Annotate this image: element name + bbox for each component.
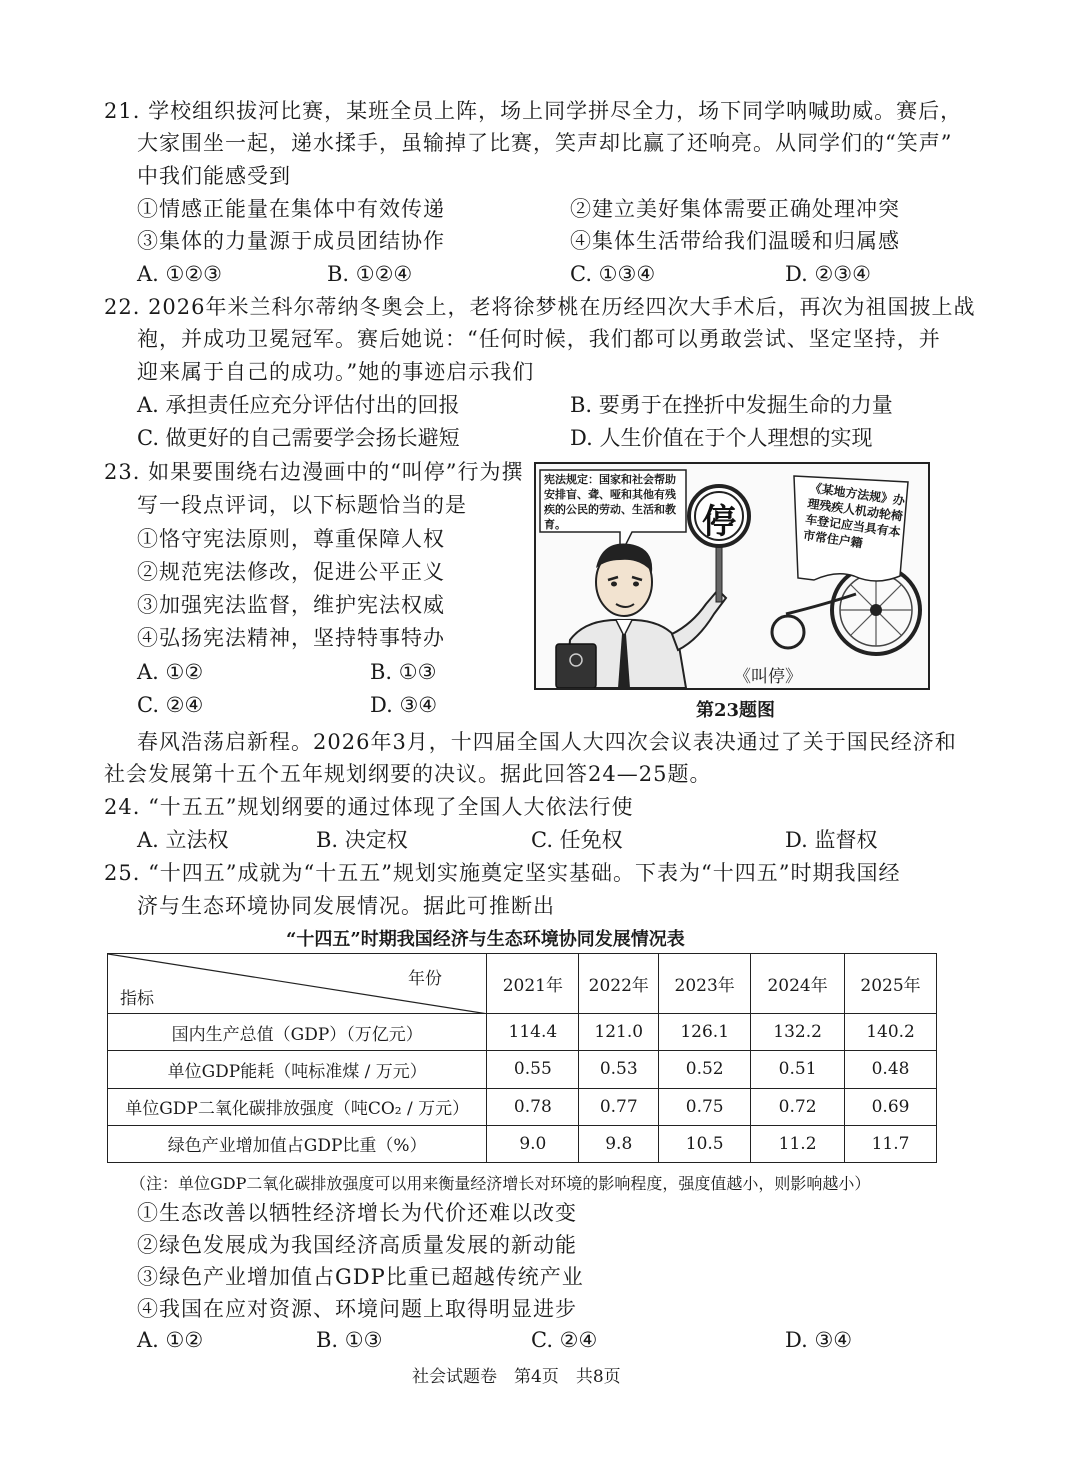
q22-stem-line-2: 袍，并成功卫冕冠军。赛后她说：“任何时候，我们都可以勇敢尝试、坚定坚持，并 — [137, 327, 941, 351]
row-label: 绿色产业增加值占GDP比重（%） — [108, 1125, 487, 1162]
cartoon-regulation-document: 《某地方法规》办理残疾人机动轮椅车登记应当具有本市常住户籍 — [802, 480, 906, 551]
q23-item-2: ②规范宪法修改，促进公平正义 — [137, 560, 445, 584]
q21-stem-line-3: 中我们能感受到 — [137, 164, 291, 188]
q22-stem-line-3: 迎来属于自己的成功。”她的事迹启示我们 — [137, 360, 535, 384]
q21-item-3: ③集体的力量源于成员团结协作 — [137, 229, 445, 253]
row-label: 单位GDP二氧化碳排放强度（吨CO₂ / 万元） — [108, 1088, 487, 1125]
q25-stem-line-2: 济与生态环境协同发展情况。据此可推断出 — [137, 894, 555, 918]
q21-stem-line-1: 21. 学校组织拔河比赛，某班全员上阵，场上同学拼尽全力，场下同学呐喊助威。赛后， — [104, 99, 963, 123]
q24-option-d: D. 监督权 — [785, 828, 878, 852]
material-line-2: 社会发展第十五个五年规划纲要的决议。据此回答24—25题。 — [104, 762, 712, 786]
q21-option-c: C. ①③④ — [570, 262, 656, 286]
table-cell: 140.2 — [845, 1014, 937, 1051]
table-row — [108, 1088, 937, 1125]
q25-item-2: ②绿色发展成为我国经济高质量发展的新动能 — [137, 1233, 577, 1257]
q25-item-4: ④我国在应对资源、环境问题上取得明显进步 — [137, 1297, 577, 1321]
cartoon-speech-bubble: 宪法规定：国家和社会帮助安排盲、聋、哑和其他有残疾的公民的劳动、生活和教育。 — [544, 473, 676, 531]
cartoon-title: 《叫停》 — [734, 667, 802, 687]
table-cell: 0.51 — [751, 1051, 845, 1088]
q22-option-d: D. 人生价值在于个人理想的实现 — [570, 426, 873, 450]
table-cell: 11.2 — [751, 1125, 845, 1162]
material-line-1: 春风浩荡启新程。2026年3月，十四届全国人大四次会议表决通过了关于国民经济和 — [137, 730, 957, 754]
year-header: 2023年 — [659, 954, 751, 1014]
q25-item-3: ③绿色产业增加值占GDP比重已超越传统产业 — [137, 1265, 584, 1289]
q23-option-d: D. ③④ — [370, 693, 438, 717]
year-header: 2024年 — [751, 954, 845, 1014]
q21-item-4: ④集体生活带给我们温暖和归属感 — [570, 229, 900, 253]
q23-stem-line-1: 23. 如果要围绕右边漫画中的“叫停”行为撰 — [104, 460, 524, 484]
q21-item-1: ①情感正能量在集体中有效传递 — [137, 197, 445, 221]
q21-option-d: D. ②③④ — [785, 262, 871, 286]
q21-item-2: ②建立美好集体需要正确处理冲突 — [570, 197, 900, 221]
table-cell: 11.7 — [845, 1125, 937, 1162]
q24-option-a: A. 立法权 — [137, 828, 229, 852]
table-cell: 0.55 — [487, 1051, 579, 1088]
table-cell: 121.0 — [579, 1014, 659, 1051]
q23-item-1: ①恪守宪法原则，尊重保障人权 — [137, 527, 445, 551]
table-corner-cell — [108, 954, 487, 1014]
table-cell: 126.1 — [659, 1014, 751, 1051]
table-cell: 0.72 — [751, 1088, 845, 1125]
q22-stem-line-1: 22. 2026年米兰科尔蒂纳冬奥会上，老将徐梦桃在历经四次大手术后，再次为祖国披上战 — [104, 295, 976, 319]
page-footer: 社会试题卷 第4页 共8页 — [412, 1367, 621, 1387]
header-indicator-label: 指标 — [120, 989, 154, 1009]
q25-stem-line-1: 25. “十四五”成就为“十五五”规划实施奠定坚实基础。下表为“十四五”时期我国经 — [104, 861, 901, 885]
q25-option-a: A. ①② — [137, 1328, 204, 1352]
stop-sign-icon: 停 — [702, 502, 736, 542]
q22-option-b: B. 要勇于在挫折中发掘生命的力量 — [570, 393, 893, 417]
table-note: （注：单位GDP二氧化碳排放强度可以用来衡量经济增长对环境的影响程度，强度值越小，则影响越小） — [130, 1174, 871, 1193]
year-header: 2021年 — [487, 954, 579, 1014]
q24-stem: 24. “十五五”规划纲要的通过体现了全国人大依法行使 — [104, 795, 634, 819]
table-row — [108, 1125, 937, 1162]
q21-option-b: B. ①②④ — [327, 262, 413, 286]
q21-stem-line-2: 大家围坐一起，递水揉手，虽输掉了比赛，笑声却比赢了还响亮。从同学们的“笑声” — [137, 131, 953, 155]
table-cell: 10.5 — [659, 1125, 751, 1162]
q24-option-c: C. 任免权 — [531, 828, 623, 852]
table-cell: 0.52 — [659, 1051, 751, 1088]
q23-stem-line-2: 写一段点评词，以下标题恰当的是 — [137, 493, 467, 517]
q25-option-b: B. ①③ — [316, 1328, 383, 1352]
q23-option-c: C. ②④ — [137, 693, 204, 717]
row-label: 国内生产总值（GDP）（万亿元） — [108, 1014, 487, 1051]
table-cell: 9.8 — [579, 1125, 659, 1162]
q25-option-d: D. ③④ — [785, 1328, 853, 1352]
header-year-label: 年份 — [408, 969, 442, 989]
table-cell: 0.77 — [579, 1088, 659, 1125]
q23-item-3: ③加强宪法监督，维护宪法权威 — [137, 593, 445, 617]
q24-option-b: B. 决定权 — [316, 828, 408, 852]
table-title: “十四五”时期我国经济与生态环境协同发展情况表 — [286, 929, 685, 950]
cartoon-caption: 第23题图 — [696, 700, 776, 721]
q23-option-a: A. ①② — [137, 660, 204, 684]
q23-cartoon — [534, 462, 930, 690]
year-header: 2025年 — [845, 954, 937, 1014]
q25-option-c: C. ②④ — [531, 1328, 598, 1352]
table-header-row — [108, 954, 937, 1014]
q25-item-1: ①生态改善以牺牲经济增长为代价还难以改变 — [137, 1201, 577, 1225]
q22-option-c: C. 做更好的自己需要学会扬长避短 — [137, 426, 460, 450]
table-cell: 0.53 — [579, 1051, 659, 1088]
table-cell: 0.75 — [659, 1088, 751, 1125]
q21-option-a: A. ①②③ — [137, 262, 222, 286]
q23-option-b: B. ①③ — [370, 660, 437, 684]
table-cell: 0.48 — [845, 1051, 937, 1088]
table-cell: 0.69 — [845, 1088, 937, 1125]
year-header: 2022年 — [579, 954, 659, 1014]
table-row — [108, 1014, 937, 1051]
table-cell: 0.78 — [487, 1088, 579, 1125]
development-table — [107, 953, 937, 1163]
row-label: 单位GDP能耗（吨标准煤 / 万元） — [108, 1051, 487, 1088]
table-cell: 114.4 — [487, 1014, 579, 1051]
table-cell: 132.2 — [751, 1014, 845, 1051]
table-row — [108, 1051, 937, 1088]
q22-option-a: A. 承担责任应充分评估付出的回报 — [137, 393, 460, 417]
table-cell: 9.0 — [487, 1125, 579, 1162]
q23-item-4: ④弘扬宪法精神，坚持特事特办 — [137, 626, 445, 650]
